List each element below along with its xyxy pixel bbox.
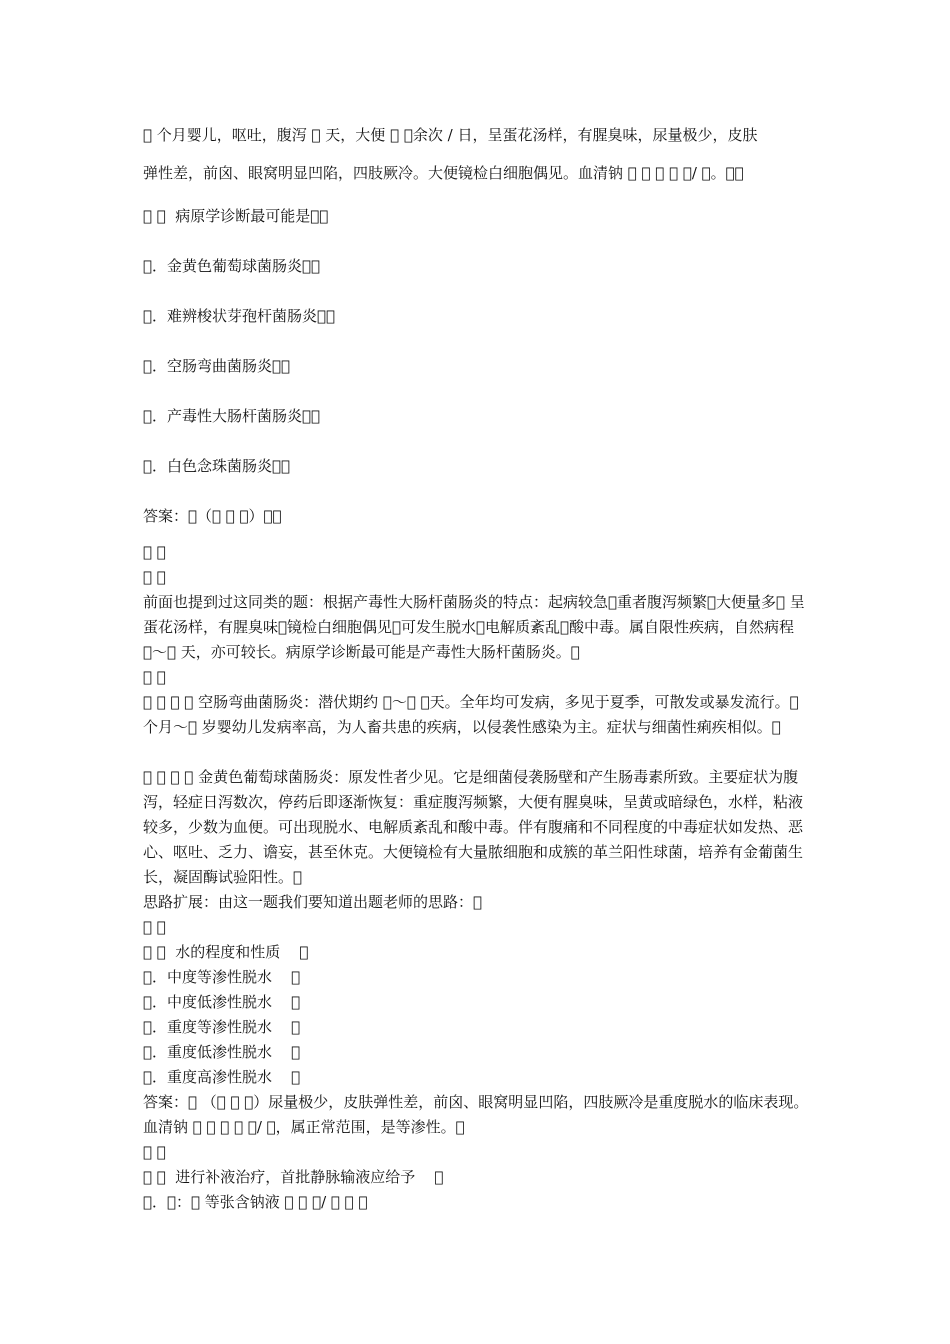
question2-option-a:  ．中度等渗性脱水   bbox=[143, 968, 301, 986]
question1-stem-line2: 弹性差，前囟、眼窝明显凹陷，四肢厥冷。大便镜检白细胞偶见。血清钠          /  。   bbox=[143, 164, 744, 182]
analysis-paragraph-2:         空肠弯曲菌肠炎：潜伏期约  ～   天。全年均可发病，多见于夏季，可散发或暴发流行。  个月～  岁婴幼儿发病率高，为人畜共患的疾病，以侵袭性感染为主。症状与细菌性痢疾相似。  bbox=[143, 693, 799, 736]
question2-option-e:  ．重度高渗性脱水   bbox=[143, 1068, 301, 1086]
question1-prompt:     病原学诊断最可能是   bbox=[143, 207, 329, 225]
blank-line:     bbox=[143, 568, 166, 586]
question1-option-e:  ．白色念珠菌肠炎   bbox=[143, 457, 291, 475]
question3-option-a:  ． ：  等张含钠液      /       bbox=[143, 1193, 368, 1211]
blank-line:     bbox=[143, 668, 166, 686]
question2-option-c:  ．重度等渗性脱水   bbox=[143, 1018, 301, 1036]
analysis-paragraph-1: 前面也提到过这同类的题：根据产毒性大肠杆菌肠炎的特点：起病较急 重者腹泻频繁 大便量多  呈蛋花汤样，有腥臭味 镜检白细胞偶见 可发生脱水 电解质紊乱 酸中毒。属自限性疾病，自然病程  ～  天，亦可较长。病原学诊断最可能是产毒性大肠杆菌肠炎。  bbox=[143, 593, 805, 661]
question1-answer: 答案： （     ）   bbox=[143, 507, 282, 525]
question1-stem bbox=[143, 116, 813, 192]
analysis-paragraph-3:         金黄色葡萄球菌肠炎：原发性者少见。它是细菌侵袭肠壁和产生肠毒素所致。主要症状为腹泻，轻症日泻数次，停药后即逐渐恢复：重症腹泻频繁，大便有腥臭味，呈黄或暗绿色，水样，粘液较多，少数为血便。可出现脱水、电解质紊乱和酸中毒。伴有腹痛和不同程度的中毒症状如发热、恶心、呕吐、乏力、谵妄，甚至休克。大便镜检有大量脓细胞和成簇的革兰阳性球菌，培养有金葡菌生长，凝固酶试验阳性。  bbox=[143, 768, 804, 886]
question1-option-a:  ．金黄色葡萄球菌肠炎   bbox=[143, 257, 321, 275]
blank-line:     bbox=[143, 543, 166, 561]
question3-prompt:     进行补液治疗，首批静脉输液应给予   bbox=[143, 1168, 444, 1186]
question1-option-c:  ．空肠弯曲菌肠炎   bbox=[143, 357, 291, 375]
thinking-extension: 思路扩展：由这一题我们要知道出题老师的思路：  bbox=[143, 893, 483, 911]
blank-line:     bbox=[143, 1143, 166, 1161]
blank-line:     bbox=[143, 918, 166, 936]
question2-prompt:     水的程度和性质   bbox=[143, 943, 309, 961]
question1-option-d:  ．产毒性大肠杆菌肠炎   bbox=[143, 407, 321, 425]
question2-option-b:  ．中度低渗性脱水   bbox=[143, 993, 301, 1011]
question2-answer: 答案：  （     ）尿量极少，皮肤弹性差，前囟、眼窝明显凹陷，四肢厥冷是重度脱水的临床表现。血清钠          /  ，属正常范围，是等渗性。  bbox=[143, 1093, 809, 1136]
question1-option-b:  ．难辨梭状芽孢杆菌肠炎   bbox=[143, 307, 336, 325]
question2-option-d:  ．重度低渗性脱水   bbox=[143, 1043, 301, 1061]
question1-stem-line1:   个月婴儿，呕吐，腹泻   天，大便    余次 / 日，呈蛋花汤样，有腥臭味，尿量极少，皮肤 bbox=[143, 126, 758, 144]
